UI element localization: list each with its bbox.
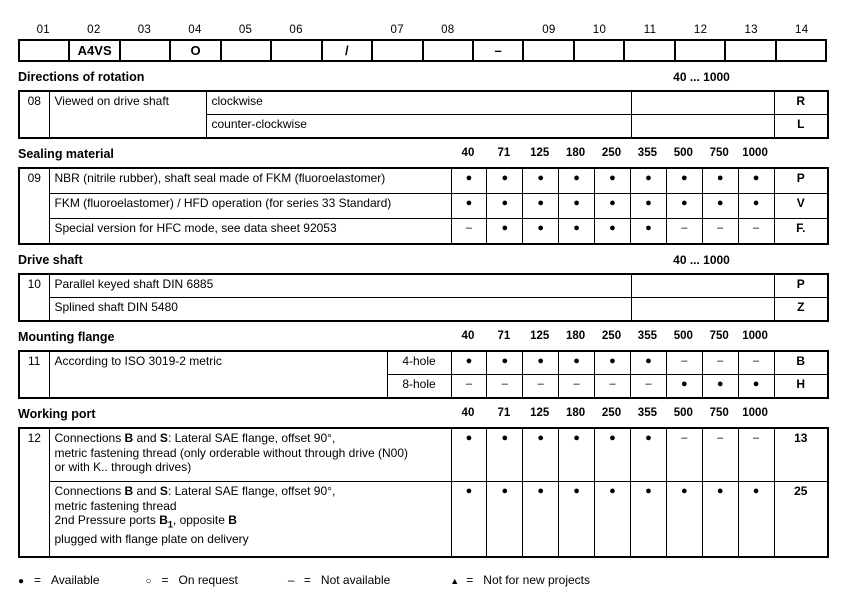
availability-cell: ●	[487, 482, 523, 558]
availability-cell: ●	[487, 219, 523, 245]
table-row	[19, 274, 828, 298]
description-text-subscript: 1	[167, 519, 173, 530]
equals-sign: =	[34, 573, 42, 587]
code-box	[574, 40, 624, 61]
size-header: 180	[566, 330, 586, 342]
availability-cell: ●	[523, 168, 559, 194]
code-field-label: 03	[137, 24, 152, 36]
section-title: Directions of rotation	[18, 70, 145, 84]
availability-cell: ●	[451, 351, 487, 375]
description-text: and	[133, 484, 160, 498]
availability-cell: –	[702, 428, 738, 482]
description-text: metric fastening thread	[54, 498, 177, 513]
availability-cell: ●	[487, 194, 523, 219]
row-number: 08	[19, 91, 49, 138]
table-row	[19, 194, 828, 219]
availability-cell: ●	[702, 194, 738, 219]
row-description	[49, 428, 451, 482]
code-field-label: 06	[289, 24, 303, 36]
table-row	[19, 168, 828, 194]
size-header: 40	[461, 147, 475, 159]
code-field-label: 08	[441, 24, 455, 36]
size-header: 125	[530, 147, 550, 159]
code-box	[675, 40, 725, 61]
section-header-rotation	[18, 70, 827, 85]
row-description: According to ISO 3019-2 metric	[49, 351, 387, 398]
code-box	[776, 40, 826, 61]
availability-cell: –	[595, 375, 631, 399]
availability-cell: ●	[559, 219, 595, 245]
availability-cell: ●	[523, 482, 559, 558]
code-field-label: 02	[87, 24, 101, 36]
code-box	[19, 40, 69, 61]
available-dot-icon: ●	[18, 576, 25, 587]
size-header: 1000	[742, 407, 768, 419]
code-box	[725, 40, 775, 61]
row-number: 09	[19, 168, 49, 244]
availability-cell: –	[738, 219, 774, 245]
size-header: 250	[601, 147, 622, 159]
availability-cell: ●	[738, 375, 774, 399]
availability-cell: ●	[559, 351, 595, 375]
availability-cell: –	[702, 219, 738, 245]
option-label: Parallel keyed shaft DIN 6885	[49, 274, 631, 298]
size-header: 500	[673, 147, 693, 159]
size-header: 500	[673, 330, 693, 342]
availability-cell: ●	[666, 375, 702, 399]
availability-cell: ●	[595, 194, 631, 219]
table-row	[19, 219, 828, 245]
description-text: Connections	[54, 431, 125, 445]
section-title: Mounting flange	[18, 330, 115, 344]
code-field-label: 12	[693, 24, 708, 36]
availability-cell: –	[702, 351, 738, 375]
availability-cell: ●	[595, 482, 631, 558]
availability-cell: ●	[595, 428, 631, 482]
code-field-label: 07	[390, 24, 404, 36]
size-header: 40	[461, 330, 475, 342]
size-header: 355	[637, 407, 657, 419]
section-header-drive-shaft	[18, 253, 827, 268]
code-field-label: 11	[643, 24, 657, 36]
availability-cell: ●	[738, 482, 774, 558]
code-field-label: 13	[744, 24, 758, 36]
code-box	[624, 40, 674, 61]
code-box	[523, 40, 573, 61]
option-label: 4-hole	[387, 351, 451, 375]
legend-label: Not for new projects	[483, 573, 591, 587]
code-cell: F.	[774, 219, 828, 245]
legend-item	[18, 573, 100, 587]
size-column-headers	[450, 330, 773, 342]
table-row	[19, 298, 828, 322]
size-range-header: 40 ... 1000	[673, 253, 730, 267]
legend-label: Not available	[320, 573, 391, 587]
availability-cell: ●	[630, 219, 666, 245]
legend-label: On request	[178, 573, 238, 587]
section-header-sealing	[18, 147, 827, 162]
availability-cell: ●	[702, 375, 738, 399]
availability-cell: ●	[595, 351, 631, 375]
table-row	[19, 91, 828, 115]
availability-cell: ●	[451, 482, 487, 558]
code-field-label: 14	[795, 24, 809, 36]
table-row	[19, 351, 828, 375]
size-column-headers	[450, 407, 773, 419]
working-port-table	[18, 427, 829, 558]
availability-cell: ●	[666, 482, 702, 558]
legend-item	[450, 573, 590, 587]
availability-cell: ●	[738, 168, 774, 194]
description-text-bold: B	[124, 484, 134, 498]
description-text-bold: S	[159, 484, 168, 498]
availability-cell: ●	[487, 428, 523, 482]
row-number: 12	[19, 428, 49, 557]
size-header: 750	[709, 330, 729, 342]
option-label: Special version for HFC mode, see data sheet 92053	[49, 219, 451, 245]
availability-cell: ●	[630, 428, 666, 482]
code-box	[423, 40, 473, 61]
availability-cell: –	[523, 375, 559, 399]
code-box: O	[170, 40, 220, 61]
size-header: 125	[530, 407, 550, 419]
empty-cell	[631, 91, 774, 115]
code-field-label	[473, 24, 524, 39]
description-text: 2nd Pressure ports	[54, 513, 160, 527]
option-label: counter-clockwise	[206, 115, 631, 139]
code-field-label: 09	[542, 24, 556, 36]
availability-cell: –	[630, 375, 666, 399]
legend-item	[146, 573, 238, 587]
code-cell: Z	[774, 298, 828, 322]
availability-cell: –	[666, 219, 702, 245]
availability-cell: ●	[559, 482, 595, 558]
size-header: 355	[637, 147, 657, 159]
ordering-code-row	[19, 40, 826, 61]
option-label: 8-hole	[387, 375, 451, 399]
description-text: plugged with flange plate on delivery	[54, 531, 249, 546]
code-field-label: 01	[36, 24, 50, 36]
availability-cell: –	[451, 375, 487, 399]
availability-cell: ●	[523, 219, 559, 245]
availability-cell: ●	[559, 168, 595, 194]
code-cell: H	[774, 375, 828, 399]
description-text-bold: S	[159, 431, 168, 445]
table-row	[19, 428, 828, 482]
code-cell: R	[774, 91, 828, 115]
availability-cell: ●	[451, 428, 487, 482]
availability-cell: –	[451, 219, 487, 245]
code-field-label: 10	[592, 24, 607, 36]
code-cell: 13	[774, 428, 828, 482]
size-header: 1000	[742, 330, 768, 342]
empty-cell	[631, 115, 774, 139]
availability-cell: ●	[702, 482, 738, 558]
description-text: or with K.. through drives)	[54, 460, 192, 474]
drive-shaft-table	[18, 273, 829, 322]
row-number: 10	[19, 274, 49, 321]
empty-cell	[631, 298, 774, 322]
availability-cell: ●	[630, 351, 666, 375]
size-header: 71	[497, 147, 511, 159]
empty-cell	[631, 274, 774, 298]
code-box: –	[473, 40, 523, 61]
availability-cell: –	[738, 351, 774, 375]
code-box: A4VS	[69, 40, 119, 61]
description-text-bold: B	[228, 513, 237, 527]
description-text: , opposite	[172, 513, 229, 527]
availability-cell: ●	[702, 168, 738, 194]
availability-cell: ●	[595, 168, 631, 194]
section-title: Working port	[18, 407, 96, 421]
size-range-header: 40 ... 1000	[673, 70, 730, 84]
code-field-label	[321, 24, 372, 39]
code-box	[221, 40, 271, 61]
on-request-circle-icon: ○	[145, 576, 152, 587]
description-text: Connections	[54, 484, 125, 498]
availability-cell: ●	[559, 194, 595, 219]
size-header: 180	[566, 147, 586, 159]
sealing-table	[18, 167, 829, 245]
code-cell: 25	[774, 482, 828, 558]
size-header: 355	[637, 330, 657, 342]
availability-cell: ●	[523, 351, 559, 375]
legend-item	[288, 573, 390, 587]
size-header: 1000	[742, 147, 768, 159]
size-header: 250	[601, 407, 622, 419]
size-header: 180	[566, 407, 586, 419]
not-for-new-projects-triangle-icon: ▲	[450, 576, 460, 586]
size-header: 40	[461, 407, 475, 419]
availability-cell: ●	[630, 194, 666, 219]
availability-cell: ●	[595, 219, 631, 245]
availability-legend	[18, 573, 827, 587]
availability-cell: ●	[559, 428, 595, 482]
row-number: 11	[19, 351, 49, 398]
section-title: Drive shaft	[18, 253, 83, 267]
ordering-code-labels	[18, 24, 827, 39]
availability-cell: ●	[738, 194, 774, 219]
code-cell: P	[774, 168, 828, 194]
equals-sign: =	[303, 573, 311, 587]
availability-cell: ●	[451, 194, 487, 219]
code-box	[271, 40, 321, 61]
row-description	[49, 482, 451, 558]
row-description: Viewed on drive shaft	[49, 91, 206, 138]
legend-label: Available	[51, 573, 100, 587]
code-box	[120, 40, 170, 61]
availability-cell: ●	[523, 428, 559, 482]
size-header: 750	[709, 147, 729, 159]
ordering-code-boxes	[18, 39, 827, 62]
option-label: clockwise	[206, 91, 631, 115]
description-text: : Lateral SAE flange, offset 90°,	[167, 431, 336, 445]
section-header-working-port	[18, 407, 827, 422]
code-cell: B	[774, 351, 828, 375]
availability-cell: ●	[630, 168, 666, 194]
availability-cell: ●	[487, 168, 523, 194]
availability-cell: –	[559, 375, 595, 399]
code-field-label: 05	[238, 24, 253, 36]
size-header: 750	[709, 407, 729, 419]
availability-cell: ●	[523, 194, 559, 219]
description-text: metric fastening thread (only orderable without through drive (N00)	[54, 445, 409, 460]
description-text: : Lateral SAE flange, offset 90°,	[167, 484, 336, 498]
availability-cell: ●	[630, 482, 666, 558]
section-header-mounting-flange	[18, 330, 827, 345]
size-header: 71	[497, 330, 511, 342]
code-field-label: 04	[188, 24, 202, 36]
availability-cell: ●	[451, 168, 487, 194]
description-text: and	[133, 431, 160, 445]
description-text-bold: B	[124, 431, 134, 445]
option-label: Splined shaft DIN 5480	[49, 298, 631, 322]
option-label: NBR (nitrile rubber), shaft seal made of FKM (fluoroelastomer)	[49, 168, 451, 194]
code-cell: P	[774, 274, 828, 298]
size-header: 250	[601, 330, 622, 342]
availability-cell: –	[666, 351, 702, 375]
description-text-bold: B	[159, 513, 168, 527]
size-header: 125	[530, 330, 550, 342]
equals-sign: =	[161, 573, 169, 587]
not-available-dash-icon: –	[287, 573, 295, 587]
code-cell: L	[774, 115, 828, 139]
code-box	[372, 40, 422, 61]
availability-cell: ●	[666, 194, 702, 219]
availability-cell: –	[487, 375, 523, 399]
equals-sign: =	[466, 573, 474, 587]
size-header: 500	[673, 407, 693, 419]
size-column-headers	[450, 147, 773, 159]
size-header: 71	[497, 407, 511, 419]
section-title: Sealing material	[18, 147, 114, 161]
code-box: /	[322, 40, 372, 61]
availability-cell: ●	[666, 168, 702, 194]
option-label: FKM (fluoroelastomer) / HFD operation (for series 33 Standard)	[49, 194, 451, 219]
availability-cell: ●	[487, 351, 523, 375]
mounting-flange-table	[18, 350, 829, 399]
code-cell: V	[774, 194, 828, 219]
availability-cell: –	[738, 428, 774, 482]
table-row	[19, 482, 828, 558]
rotation-table	[18, 90, 829, 139]
availability-cell: –	[666, 428, 702, 482]
